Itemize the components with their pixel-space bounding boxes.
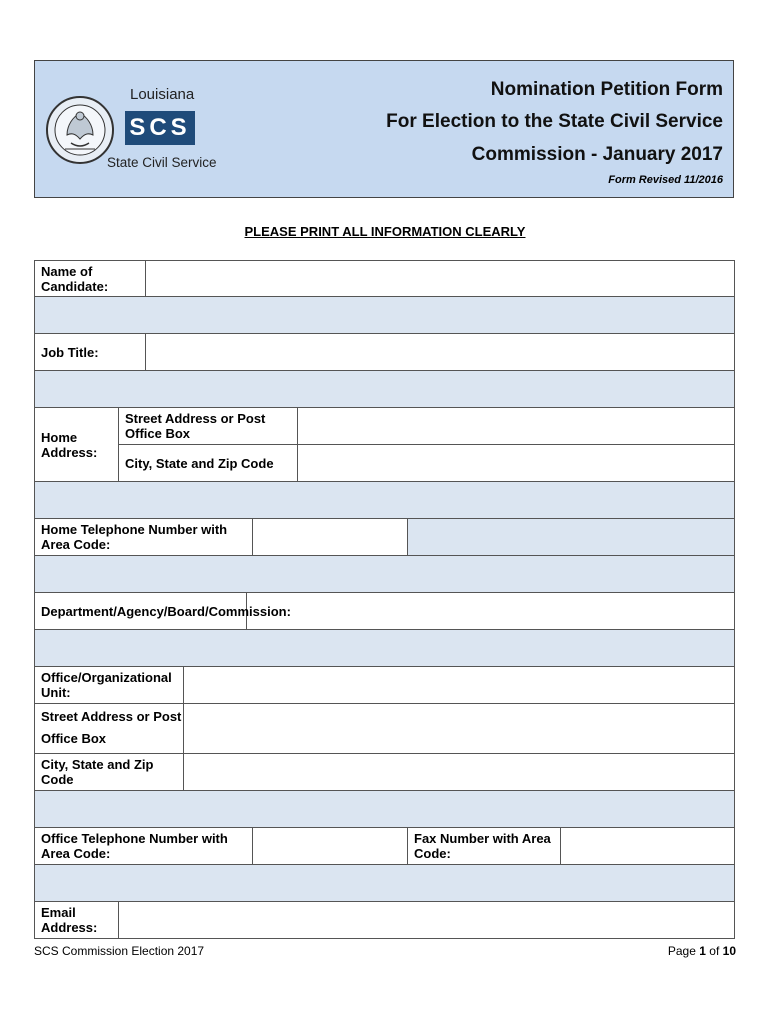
spacer-row <box>34 482 735 519</box>
form-title-line-3: Commission - January 2017 <box>471 144 723 165</box>
office-city-label: City, State and Zip Code <box>35 754 184 790</box>
job-title-label: Job Title: <box>35 334 146 370</box>
office-street-label: Street Address or Post Office Box <box>35 704 184 753</box>
spacer-row <box>34 297 735 334</box>
email-field[interactable] <box>119 902 734 938</box>
street-address-label: Street Address or Post Office Box <box>119 408 298 445</box>
office-city-field[interactable] <box>184 754 734 790</box>
spacer-row <box>34 791 735 828</box>
department-field[interactable] <box>247 593 734 629</box>
office-unit-field[interactable] <box>184 667 734 703</box>
home-phone-field[interactable] <box>253 519 408 555</box>
email-label: Email Address: <box>35 902 119 938</box>
spacer-row <box>34 630 735 667</box>
office-street-field[interactable] <box>184 704 734 753</box>
page-current: 1 <box>699 944 706 958</box>
header-banner <box>34 60 734 198</box>
candidate-name-field[interactable] <box>146 261 734 296</box>
footer-doc-title: SCS Commission Election 2017 <box>34 944 205 958</box>
city-state-zip-label: City, State and Zip Code <box>119 445 298 481</box>
home-phone-blank <box>408 519 734 555</box>
spacer-row <box>34 865 735 902</box>
form-title-line-2: For Election to the State Civil Service <box>386 111 723 132</box>
home-phone-label: Home Telephone Number with Area Code: <box>35 519 253 555</box>
row-home-address <box>34 408 735 482</box>
spacer-row <box>34 371 735 408</box>
nomination-form <box>34 260 735 939</box>
brand-name: Louisiana <box>130 86 195 103</box>
office-unit-label: Office/Organizational Unit: <box>35 667 184 703</box>
office-phone-label: Office Telephone Number with Area Code: <box>35 828 253 864</box>
row-office-phone <box>34 828 735 865</box>
row-email <box>34 902 735 939</box>
louisiana-state-seal-icon <box>43 69 117 191</box>
row-department <box>34 593 735 630</box>
home-address-label: Home Address: <box>35 408 119 481</box>
row-candidate-name <box>34 260 735 297</box>
row-office-street <box>34 704 735 754</box>
row-job-title <box>34 334 735 371</box>
page-prefix: Page <box>667 944 696 958</box>
row-office-unit <box>34 667 735 704</box>
revision-note: Form Revised 11/2016 <box>608 174 723 186</box>
fax-field[interactable] <box>561 828 734 864</box>
page-of: of <box>709 944 720 958</box>
job-title-field[interactable] <box>146 334 734 370</box>
form-title-line-1: Nomination Petition Form <box>490 79 723 100</box>
page-number <box>668 944 736 958</box>
department-label: Department/Agency/Board/Commission: <box>35 593 247 629</box>
page-total: 10 <box>722 944 736 958</box>
city-state-zip-field[interactable] <box>298 445 734 481</box>
office-phone-field[interactable] <box>253 828 408 864</box>
candidate-name-label: Name of Candidate: <box>35 261 146 296</box>
row-office-city <box>34 754 735 791</box>
fax-label: Fax Number with Area Code: <box>408 828 561 864</box>
print-instruction: PLEASE PRINT ALL INFORMATION CLEARLY <box>244 224 526 239</box>
spacer-row <box>34 556 735 593</box>
street-address-field[interactable] <box>298 408 734 445</box>
brand-subtitle: State Civil Service <box>107 155 217 170</box>
brand-logo-box: SCS <box>125 111 195 145</box>
row-home-phone <box>34 519 735 556</box>
